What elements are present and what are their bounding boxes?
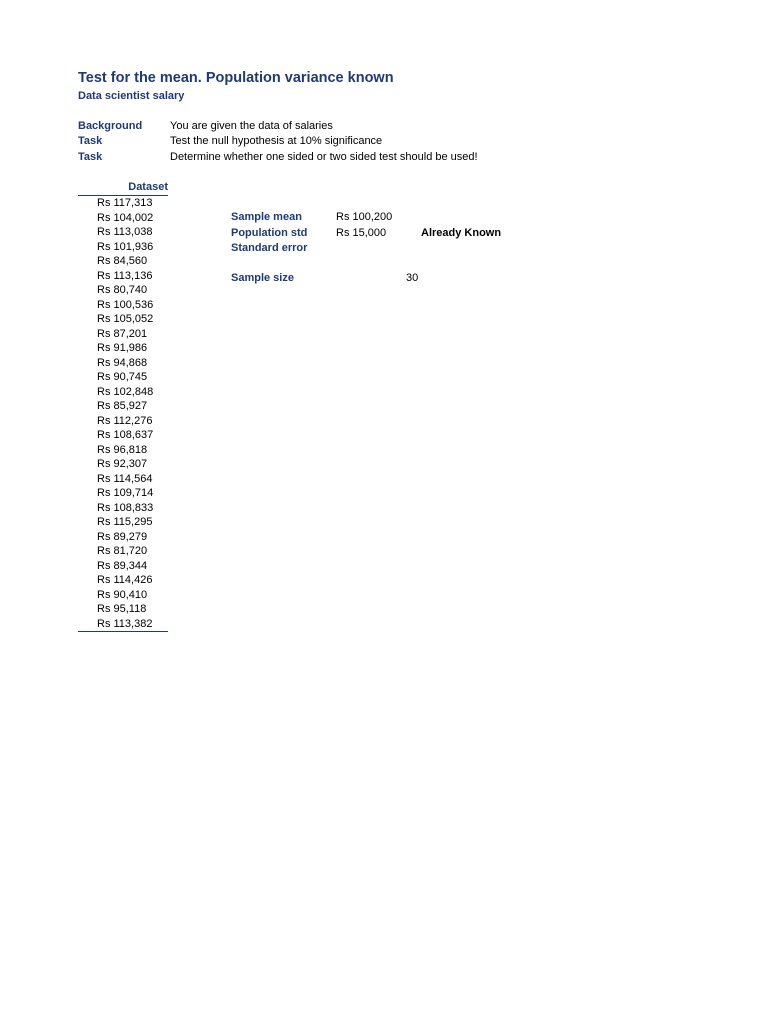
dataset-value: Rs 89,279 (97, 530, 148, 543)
standard-error-label: Standard error (231, 242, 308, 254)
info-text: Test the null hypothesis at 10% significance (170, 135, 383, 147)
dataset-value: Rs 100,536 (97, 298, 154, 311)
dataset-value: Rs 96,818 (97, 443, 148, 456)
sample-mean-label: Sample mean (231, 211, 302, 223)
info-key: Task (78, 135, 103, 147)
dataset-value: Rs 102,848 (97, 385, 154, 398)
info-row-background (78, 120, 678, 135)
dataset-value: Rs 95,118 (97, 603, 147, 615)
dataset-value: Rs 105,052 (97, 313, 154, 325)
dataset-value: Rs 90,410 (97, 588, 148, 601)
dataset-value: Rs 89,344 (97, 559, 148, 572)
dataset-value: Rs 85,927 (97, 400, 148, 412)
info-text: You are given the data of salaries (170, 120, 333, 132)
dataset-list (78, 196, 168, 632)
dataset-value: Rs 80,740 (97, 284, 148, 296)
dataset-value: Rs 114,564 (97, 472, 153, 485)
dataset-value: Rs 92,307 (97, 458, 148, 470)
info-key: Background (78, 120, 143, 132)
dataset-value: Rs 90,745 (97, 371, 148, 383)
dataset-value: Rs 115,295 (97, 516, 153, 528)
dataset-value: Rs 109,714 (97, 487, 154, 499)
dataset-value: Rs 84,560 (97, 255, 148, 267)
sample-size-value: 30 (406, 272, 419, 284)
dataset-value: Rs 114,426 (97, 574, 153, 586)
dataset-value: Rs 113,136 (97, 269, 153, 282)
population-std-label: Population std (231, 227, 308, 239)
dataset-value: Rs 113,382 (97, 617, 153, 630)
sample-mean-value: Rs 100,200 (336, 211, 393, 223)
dataset-value: Rs 91,986 (97, 342, 148, 354)
population-std-value: Rs 15,000 (336, 227, 387, 239)
dataset-header: Dataset (78, 181, 168, 196)
population-std-note: Already Known (421, 227, 502, 239)
dataset-value: Rs 94,868 (97, 356, 148, 369)
sample-size-label: Sample size (231, 272, 294, 284)
sheet-title: Test for the mean. Population variance known (78, 70, 394, 86)
info-row-task (78, 151, 678, 166)
dataset-value: Rs 81,720 (97, 545, 148, 557)
info-key: Task (78, 151, 103, 163)
dataset-value: Rs 112,276 (97, 414, 153, 427)
dataset-value: Rs 87,201 (97, 327, 148, 340)
info-text: Determine whether one sided or two sided test should be used! (170, 151, 478, 163)
dataset-value: Rs 104,002 (97, 211, 154, 224)
dataset-value: Rs 101,936 (97, 240, 154, 253)
dataset-value: Rs 108,637 (97, 429, 154, 441)
dataset-value: Rs 117,313 (97, 197, 153, 209)
sheet-subtitle: Data scientist salary (78, 90, 185, 102)
dataset-value: Rs 108,833 (97, 501, 154, 514)
dataset-value: Rs 113,038 (97, 226, 153, 238)
info-row-task (78, 135, 678, 150)
